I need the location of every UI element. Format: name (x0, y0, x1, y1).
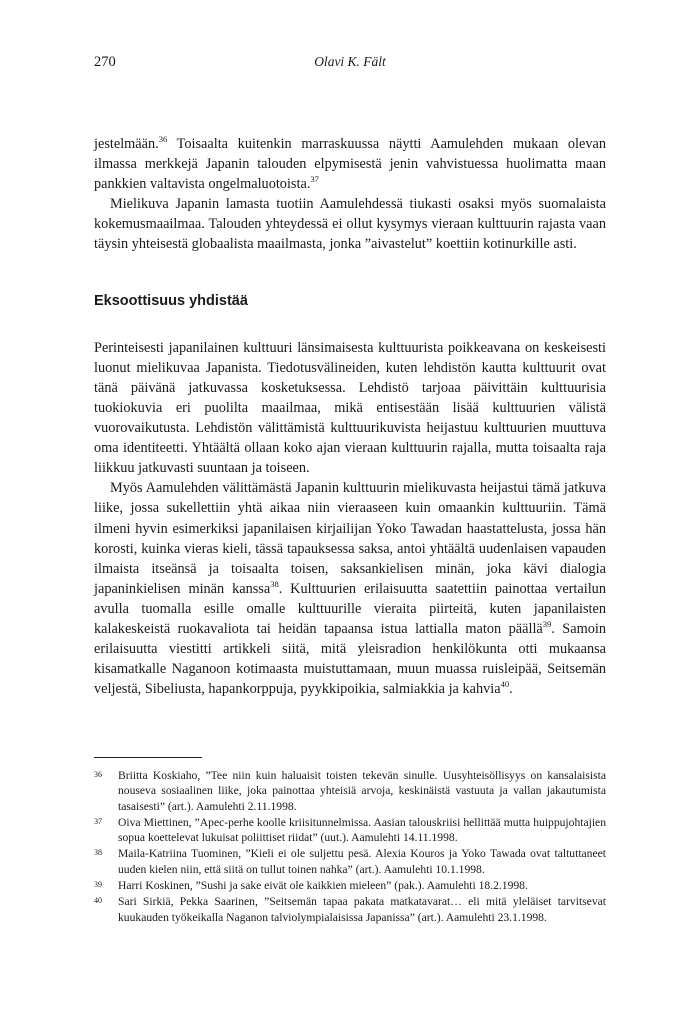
footnotes (94, 768, 606, 926)
page-number: 270 (94, 54, 116, 70)
paragraph-1 (94, 134, 606, 194)
footnote (94, 878, 606, 893)
footnote-text: Oiva Miettinen, ”Apec-perhe koolle kriisitunnelmissa. Aasian talouskriisi hellittää mutta huippujohtajien sopua koettelevat lukuisat poliittiset riidat” (uut.). Aamulehti 14.11.1998. (118, 815, 606, 845)
footnote (94, 815, 606, 846)
text-run: . Samoin erilaisuutta viestitti artikkeli siitä, mitä yleisradion henkilökunta otti mukaansa kisamatkalle Naganoon kotimaasta muistuttamaan, muun muassa ruisleipää, Seitsemän veljestä, Sibeliusta, hapankorppuja, pyykkipoikia, salmiakkia ja kahvia (94, 620, 606, 698)
footnote-number: 37 (94, 816, 102, 826)
footnote (94, 846, 606, 877)
running-author: Olavi K. Fält (314, 54, 386, 69)
text-run: Toisaalta kuitenkin marraskuussa näytti Aamulehden mukaan olevan ilmassa merkkejä Japanin talouden elpymisestä jenin vahvistuessa huolimatta maan pankkien valtavista ongelmaluotoista. (94, 136, 606, 193)
footnote (94, 768, 606, 814)
paragraph-3: Perinteisesti japanilainen kulttuuri länsimaisesta kulttuurista poikkeavana on keskeisesti luonut mielikuvaa Japanista. Tiedotusvälineiden, kuten lehdistön kautta kulttuurit ovat tänä päivänä jatkuvassa kosketuksessa. Lehdistö tarjoaa päivittäin kulttuurisia tuokiokuvia eri puolilta maailmaa, mikä entisestään lisää kulttuurien välistä vuorovaikutusta. Lehdistön välittämistä kulttuurikuvista heijastuu kulttuurien muuttuva oma identiteetti. Yhtäältä ollaan koko ajan vieraan kulttuurin rajalla, mutta toisaalta raja liikkuu jatkuvasti suuntaan ja toiseen. (94, 339, 606, 477)
footnote-number: 39 (94, 880, 102, 890)
paragraph-2: Mielikuva Japanin lamasta tuotiin Aamulehdessä tiukasti osaksi myös suomalaista kokemusmaailmaa. Talouden yhteydessä ei ollut kysymys vieraan kulttuurin rajasta vaan täysin yhteisestä globaalista maailmasta, jonka ”aivastelut” koettiin kotinurkille asti. (94, 196, 606, 253)
footnote-ref-39[interactable]: 39 (542, 619, 552, 630)
footnote-ref-38[interactable]: 38 (270, 579, 279, 590)
text-run: jestelmään. (94, 136, 159, 152)
footnote-ref-40[interactable]: 40 (500, 679, 510, 690)
footnote-text: Briitta Koskiaho, ”Tee niin kuin haluaisit toisten tekevän sinulle. Uusyhteisöllisyys on kansalaisista nouseva sosiaalinen liike, joka painottaa yhteisiä arvoja, keskinäistä vastuuta ja vallan jakautumista tasaisesti” (art.). Aamulehti 2.11.1998. (118, 769, 606, 813)
footnote-ref-37[interactable]: 37 (310, 174, 319, 185)
footnote-number: 38 (94, 848, 102, 858)
text-run: . Kulttuurien erilaisuutta saatettiin painottaa vertailun avulla tuomalla esille omalle kulttuurille vieraita piirteitä, kuten japanilaisten kalakeskeistä ruokavaliota tai heidän tapaansa istua lattialla maton päällä (94, 580, 606, 637)
footnote (94, 894, 606, 925)
paragraph-4 (94, 478, 606, 699)
text-run: . (509, 681, 513, 698)
text-run: Myös Aamulehden välittämästä Japanin kulttuurin mielikuvasta heijastui tämä jatkuva liike, jossa sukellettiin yhtä aikaa niin vieraaseen kuin omaankin kulttuuriin. Tämä ilmeni hyvin esimerkiksi japanilaisen kirjailijan Yoko Tawadan haastattelusta, jossa hän korosti, kuinka vieras kieli, tässä tapauksessa saksa, antoi yhtäältä uudenlaisen vapauden ilmaista itseänsä ja toisaalta toisen, saksankielisen minän, joka kävi dialogia japaninkielisen minän kanssa (94, 480, 606, 597)
footnote-text: Sari Sirkiä, Pekka Saarinen, ”Seitsemän tapaa pakata matkatavarat… eli mitä yleläiset tarvitsevat kuukauden työkeikalla Naganon talviolympialaisissa Japanissa” (art.). Aamulehti 23.1.1998. (118, 895, 606, 924)
footnote-number: 36 (94, 770, 102, 779)
footnote-text: Maila-Katriina Tuominen, ”Kieli ei ole suljettu pesä. Alexia Kouros ja Yoko Tawada ovat taltuttaneet uuden kielen niin, että siitä on tullut toinen nahka” (art.). Aamulehti 10.1.1998. (118, 847, 606, 876)
section-heading: Eksoottisuus yhdistää (94, 292, 248, 309)
footnote-separator (94, 757, 202, 758)
footnote-number: 40 (94, 896, 102, 906)
main-text (94, 134, 606, 699)
running-header (94, 54, 606, 74)
footnote-ref-36[interactable]: 36 (158, 134, 168, 145)
footnote-text: Harri Koskinen, ”Sushi ja sake eivät ole kaikkien mieleen” (pak.). Aamulehti 18.2.1998. (118, 879, 528, 893)
